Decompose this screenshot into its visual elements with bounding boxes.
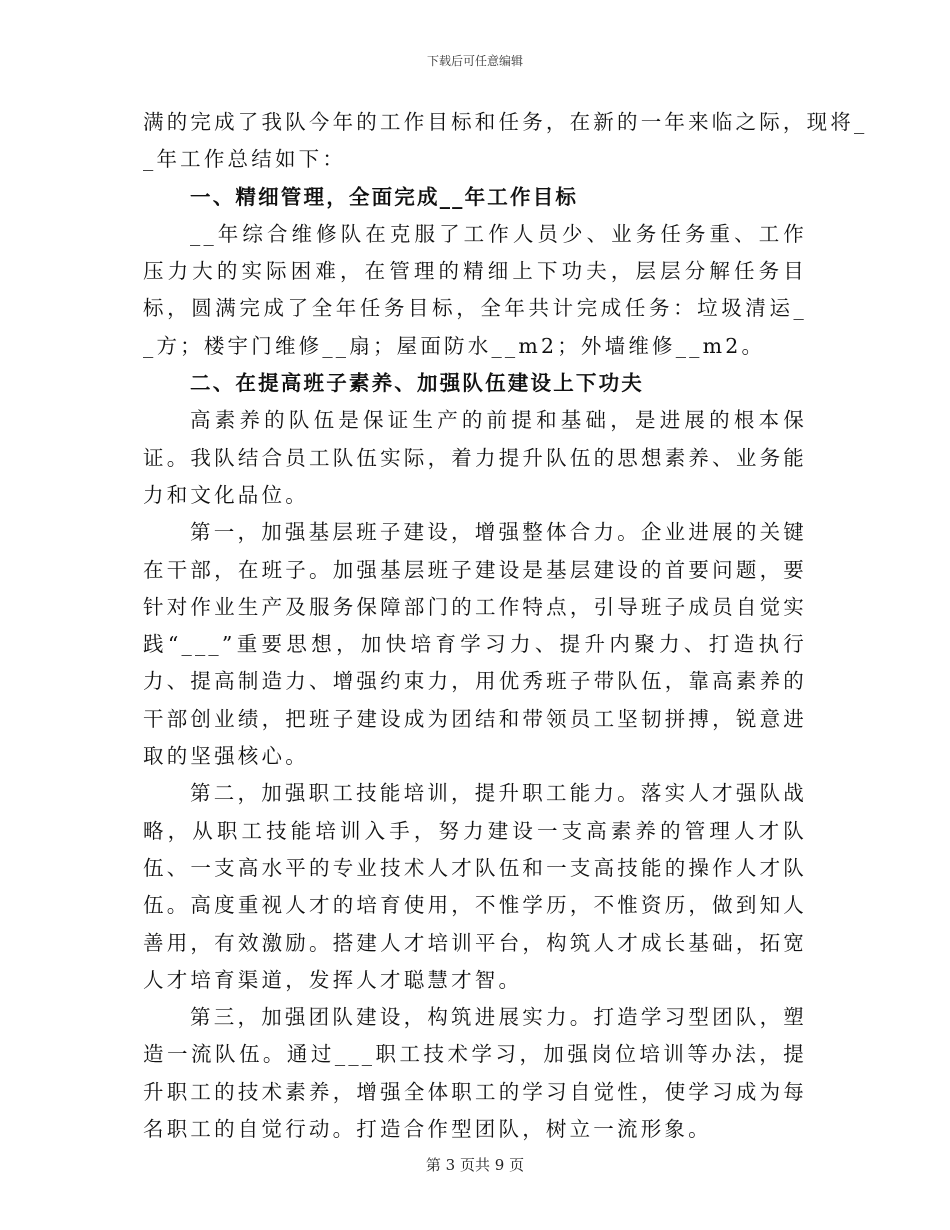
intro-paragraph <box>143 104 868 179</box>
paragraph-2: 高素养的队伍是保证生产的前提和基础，是进展的根本保证。我队结合员工队伍实际，着力提升队伍的思想素养、业务能力和文化品位。 <box>143 408 807 507</box>
section-heading-1: 一、精细管理，全面完成__年工作目标 <box>190 184 579 209</box>
paragraph-4: 第二，加强职工技能培训，提升职工能力。落实人才强队战略，从职工技能培训入手，努力建设一支高素养的管理人才队伍、一支高水平的专业技术人才队伍和一支高技能的操作人才队伍。高度重视人才的培育使用，不惟学历，不惟资历，做到知人善用，有效激励。搭建人才培训平台，构筑人才成长基础，拓宽人才培育渠道，发挥人才聪慧才智。 <box>143 781 807 992</box>
paragraph-1: __年综合维修队在克服了工作人员少、业务任务重、工作压力大的实际困难，在管理的精细上下功夫，层层分解任务目标，圆满完成了全年任务目标，全年共计完成任务：垃圾清运__方；楼宇门维修__扇；屋面防水__m2；外墙维修__m2。 <box>143 221 807 358</box>
document-body <box>143 104 868 1148</box>
intro-line-1: 满的完成了我队今年的工作目标和任务，在新的一年来临之际，现将_ <box>143 110 868 134</box>
page-header-note: 下载后可任意编辑 <box>426 54 523 68</box>
intro-line-2: _年工作总结如下： <box>143 147 347 172</box>
section-heading-2: 二、在提高班子素养、加强队伍建设上下功夫 <box>190 371 644 396</box>
page-number: 第 3 页共 9 页 <box>425 1156 525 1174</box>
paragraph-5: 第三，加强团队建设，构筑进展实力。打造学习型团队，塑造一流队伍。通过___职工技术学习，加强岗位培训等办法，提升职工的技术素养，增强全体职工的学习自觉性，使学习成为每名职工的自觉行动。打造合作型团队，树立一流形象。 <box>143 1005 807 1142</box>
paragraph-3: 第一，加强基层班子建设，增强整体合力。企业进展的关键在干部，在班子。加强基层班子建设是基层建设的首要问题，要针对作业生产及服务保障部门的工作特点，引导班子成员自觉实践“___”重要思想，加快培育学习力、提升内聚力、打造执行力、提高制造力、增强约束力，用优秀班子带队伍，靠高素养的干部创业绩，把班子建设成为团结和带领员工坚韧拼搏，锐意进取的坚强核心。 <box>143 520 807 769</box>
